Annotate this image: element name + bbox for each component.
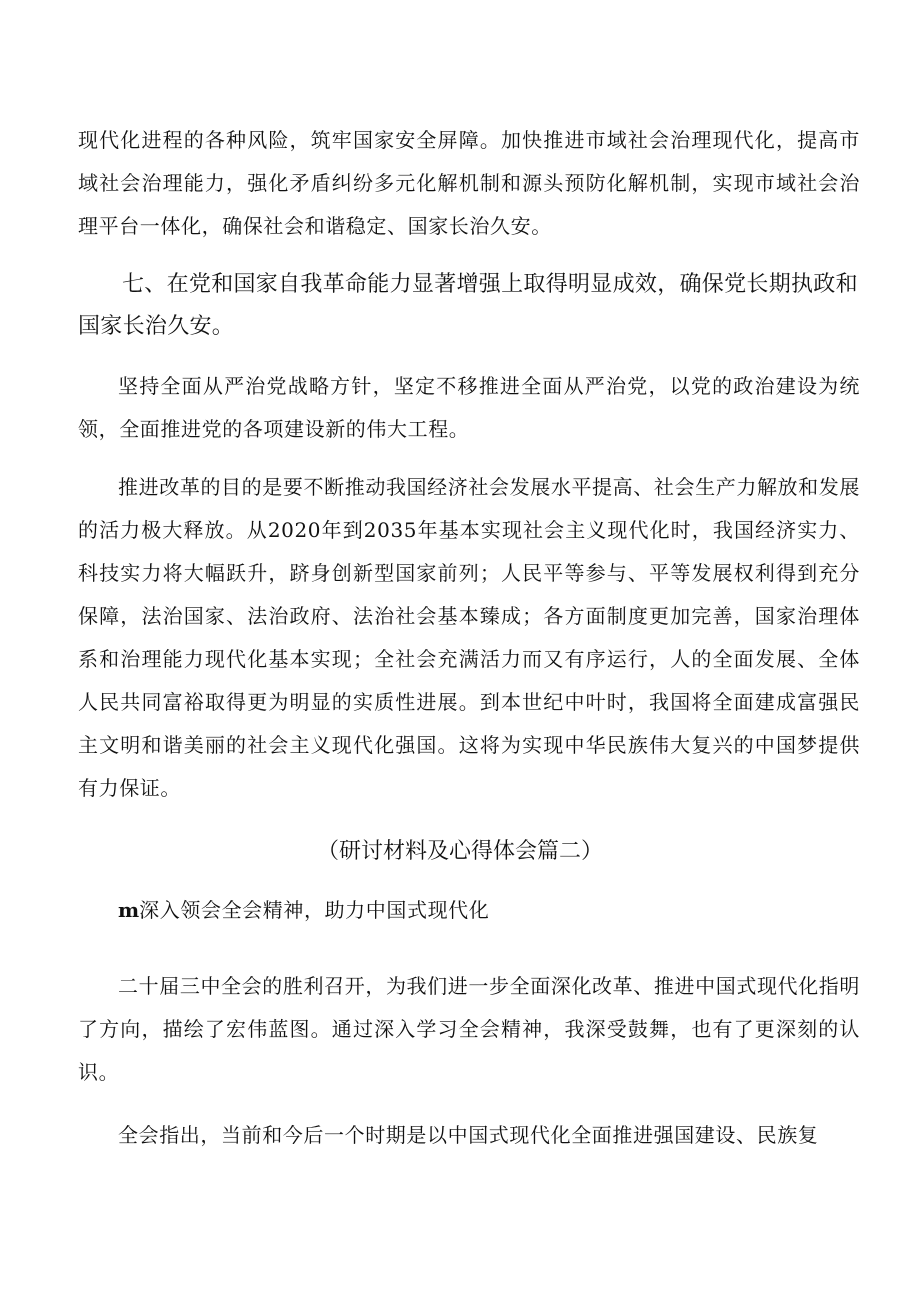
paragraph-national-security: 现代化进程的各种风险，筑牢国家安全屏障。加快推进市域社会治理现代化，提高市域社会治理能力，强化矛盾纠纷多元化解机制和源头预防化解机制，实现市域社会治理平台一体化，确保社会和谐稳定、国家长治久安。 [78, 128, 860, 238]
paragraph-reform-goals: 推进改革的目的是要不断推动我国经济社会发展水平提高、社会生产力解放和发展的活力极大释放。从2020年到2035年基本实现社会主义现代化时，我国经济实力、科技实力将大幅跃升，跻身创新型国家前列；人民平等参与、平等发展权利得到充分保障，法治国家、法治政府、法治社会基本臻成；各方面制度更加完善，国家治理体系和治理能力现代化基本实现；全社会充满活力而又有序运行，人的全面发展、全体人民共同富裕取得更为明显的实质性进展。到本世纪中叶时，我国将全面建成富强民主文明和谐美丽的社会主义现代化强国。这将为实现中华民族伟大复兴的中国梦提供有力保证。 [78, 475, 860, 800]
paragraph-party-governance: 坚持全面从严治党战略方针，坚定不移推进全面从严治党，以党的政治建设为统领，全面推进党的各项建设新的伟大工程。 [78, 374, 860, 441]
paragraph-plenary-session: 二十届三中全会的胜利召开，为我们进一步全面深化改革、推进中国式现代化指明了方向，描绘了宏伟蓝图。通过深入学习全会精神，我深受鼓舞，也有了更深刻的认识。 [78, 974, 860, 1084]
section-title-part-two: （研讨材料及心得体会篇二） [316, 839, 603, 864]
subtitle-prefix: m [118, 898, 140, 922]
section-heading-seven: 七、在党和国家自我革命能力显著增强上取得明显成效，确保党长期执政和国家长治久安。 [78, 272, 858, 339]
article-subtitle [118, 890, 489, 930]
subtitle-text: 深入领会全会精神，助力中国式现代化 [139, 898, 490, 922]
paragraph-plenary-points: 全会指出，当前和今后一个时期是以中国式现代化全面推进强国建设、民族复 [118, 1123, 819, 1147]
